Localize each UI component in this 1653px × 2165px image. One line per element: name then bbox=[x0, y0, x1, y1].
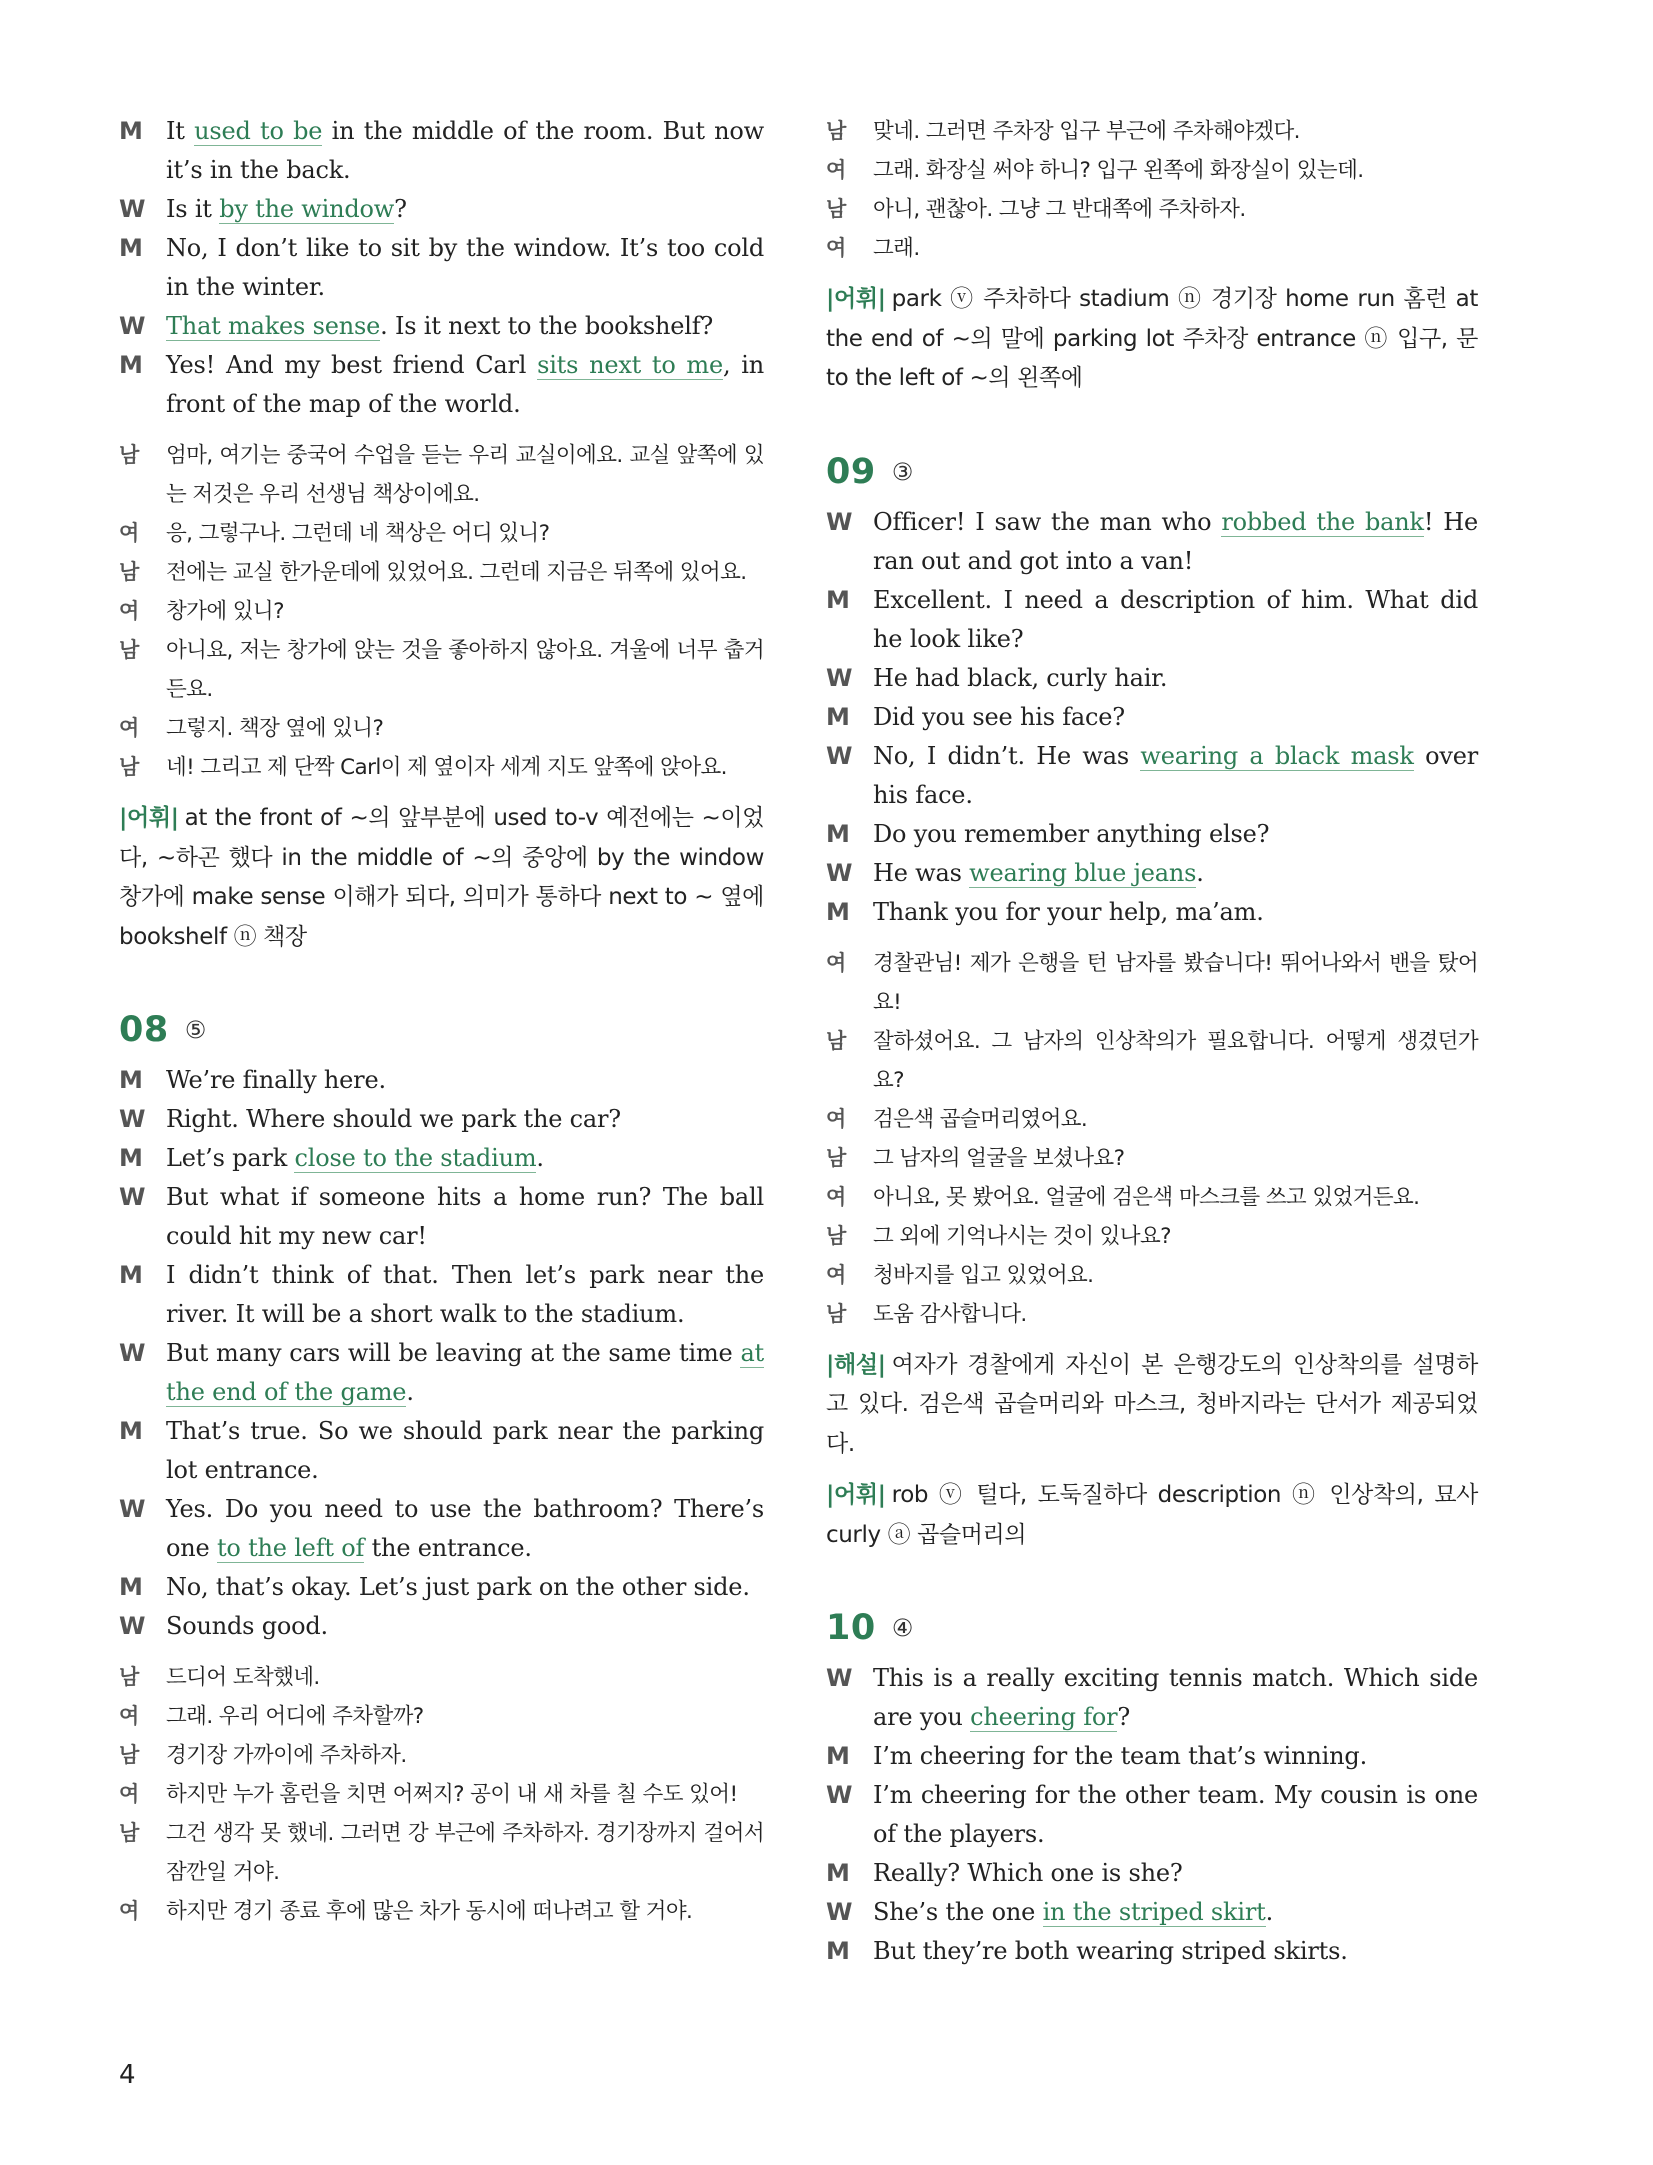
translation-line bbox=[119, 592, 764, 631]
translation-line bbox=[826, 229, 1478, 268]
text-segment: But they’re both wearing striped skirts. bbox=[873, 1937, 1348, 1965]
dialogue-line bbox=[119, 1139, 764, 1178]
vocabulary-text: at the front of ~의 앞부분에 used to-v 예전에는 ~이었다, ~하곤 했다 in the middle of ~의 중앙에 by the window 창가에 make sense 이해가 되다, 의미가 통하다 next to ~ 옆에 bookshelf ⓝ 책장 bbox=[119, 805, 764, 950]
text-segment: the entrance. bbox=[364, 1534, 532, 1562]
text-segment: It bbox=[166, 117, 195, 145]
speaker-label: W bbox=[826, 858, 853, 887]
translation-line bbox=[826, 1178, 1478, 1217]
translation-text: 그건 생각 못 했네. 그러면 강 부근에 주차하자. 경기장까지 걸어서 잠깐일 거야. bbox=[166, 1821, 764, 1885]
dialogue-text bbox=[166, 1412, 764, 1490]
text-segment: in the middle of the room. But now it’s in the back. bbox=[166, 117, 764, 184]
dialogue-text bbox=[166, 1568, 764, 1607]
speaker-label: 남 bbox=[826, 1301, 846, 1326]
text-segment: Yes! And my best friend Carl bbox=[166, 351, 538, 379]
dialogue-line bbox=[826, 503, 1478, 581]
translation-line bbox=[826, 1100, 1478, 1139]
speaker-label: 남 bbox=[826, 1223, 846, 1248]
question-header bbox=[826, 1603, 1478, 1653]
dialogue-line bbox=[119, 1178, 764, 1256]
vocabulary-label: |어휘| bbox=[119, 805, 179, 831]
speaker-label: W bbox=[119, 1612, 146, 1640]
dialogue-text bbox=[166, 1139, 764, 1178]
vocabulary-label: |어휘| bbox=[826, 1482, 886, 1508]
key-expression: robbed the bank bbox=[1221, 507, 1424, 536]
speaker-label: M bbox=[826, 1742, 850, 1770]
speaker-label: 여 bbox=[119, 1899, 139, 1923]
speaker-label: M bbox=[826, 702, 850, 731]
speaker-label: 여 bbox=[119, 599, 139, 623]
translation-line bbox=[119, 514, 764, 553]
key-expression: cheering for bbox=[970, 1703, 1118, 1731]
speaker-label: 여 bbox=[826, 1106, 846, 1131]
translation-text: 도움 감사합니다. bbox=[873, 1301, 1027, 1327]
dialogue-line bbox=[826, 1737, 1478, 1776]
translation-text: 창가에 있니? bbox=[166, 599, 284, 624]
vocabulary-note bbox=[826, 280, 1478, 399]
speaker-label: W bbox=[119, 1495, 146, 1523]
translation-line bbox=[826, 1217, 1478, 1256]
dialogue-text bbox=[166, 229, 764, 307]
speaker-label: 여 bbox=[826, 236, 846, 260]
speaker-label: W bbox=[119, 312, 146, 340]
dialogue-line bbox=[119, 190, 764, 229]
dialogue-text bbox=[873, 1893, 1478, 1932]
dialogue-text bbox=[166, 1334, 764, 1412]
speaker-label: 남 bbox=[119, 1743, 139, 1767]
dialogue-text bbox=[166, 1100, 764, 1139]
speaker-label: 남 bbox=[826, 119, 846, 143]
left-column bbox=[119, 112, 764, 1931]
key-expression: That makes sense bbox=[166, 312, 381, 340]
speaker-label: M bbox=[119, 117, 143, 145]
speaker-label: 남 bbox=[826, 1028, 846, 1053]
text-segment: ? bbox=[1117, 1703, 1131, 1731]
translation-text: 하지만 누가 홈런을 치면 어쩌지? 공이 내 새 차를 칠 수도 있어! bbox=[166, 1782, 738, 1807]
speaker-label: 여 bbox=[119, 1782, 139, 1806]
speaker-label: M bbox=[119, 1417, 143, 1445]
speaker-label: M bbox=[826, 1937, 850, 1965]
speaker-label: W bbox=[119, 1339, 146, 1367]
translation-text: 엄마, 여기는 중국어 수업을 듣는 우리 교실이에요. 교실 앞쪽에 있는 저것은 우리 선생님 책상이에요. bbox=[166, 443, 764, 507]
translation-text: 경찰관님! 제가 은행을 턴 남자를 봤습니다! 뛰어나와서 밴을 탔어요! bbox=[873, 950, 1478, 1015]
translation-text: 잘하셨어요. 그 남자의 인상착의가 필요합니다. 어떻게 생겼던가요? bbox=[873, 1028, 1478, 1093]
translation-line bbox=[826, 1256, 1478, 1295]
speaker-label: W bbox=[119, 1183, 146, 1211]
text-segment: No, I didn’t. He was bbox=[873, 741, 1141, 770]
speaker-label: 여 bbox=[826, 158, 846, 182]
speaker-label: W bbox=[826, 741, 853, 770]
text-segment: . bbox=[406, 1378, 414, 1406]
text-segment: Excellent. I need a description of him. What did he look like? bbox=[873, 585, 1478, 653]
dialogue-line bbox=[119, 1412, 764, 1490]
vocabulary-text: park ⓥ 주차하다 stadium ⓝ 경기장 home run 홈런 at the end of ~의 말에 parking lot 주차장 entrance ⓝ 입구, 문 to the left of ~의 왼쪽에 bbox=[826, 286, 1478, 391]
question-number: 10 bbox=[826, 1608, 876, 1648]
speaker-label: 여 bbox=[119, 716, 139, 740]
speaker-label: M bbox=[119, 1144, 143, 1172]
dialogue-line bbox=[826, 1659, 1478, 1737]
translation-text: 그래. 우리 어디에 주차할까? bbox=[166, 1704, 424, 1729]
translation-line bbox=[119, 1814, 764, 1892]
text-segment: . bbox=[536, 1144, 544, 1172]
translation-text: 맞네. 그러면 주차장 입구 부근에 주차해야겠다. bbox=[873, 119, 1300, 144]
dialogue-text bbox=[873, 1659, 1478, 1737]
key-expression: by the window bbox=[219, 195, 395, 223]
dialogue-text bbox=[166, 1256, 764, 1334]
speaker-label: 여 bbox=[119, 1704, 139, 1728]
text-segment: Let’s park bbox=[166, 1144, 295, 1172]
translation-line bbox=[119, 631, 764, 709]
speaker-label: 남 bbox=[119, 560, 139, 584]
dialogue-line bbox=[119, 346, 764, 424]
dialogue-text bbox=[166, 112, 764, 190]
translation-line bbox=[826, 151, 1478, 190]
text-segment: I’m cheering for the other team. My cousin is one of the players. bbox=[873, 1781, 1478, 1848]
dialogue-line bbox=[119, 1100, 764, 1139]
speaker-label: M bbox=[119, 1066, 143, 1094]
translation-text: 그 남자의 얼굴을 보셨나요? bbox=[873, 1145, 1125, 1171]
dialogue-line bbox=[119, 1256, 764, 1334]
translation-text: 경기장 가까이에 주차하자. bbox=[166, 1743, 407, 1768]
text-segment: . bbox=[1196, 858, 1204, 887]
explanation-label: |해설| bbox=[826, 1351, 886, 1378]
dialogue-text bbox=[166, 346, 764, 424]
text-segment: She’s the one bbox=[873, 1898, 1043, 1926]
text-segment: I didn’t think of that. Then let’s park near the river. It will be a short walk to the stadium. bbox=[166, 1261, 764, 1328]
key-expression: close to the stadium bbox=[294, 1144, 537, 1172]
translation-text: 전에는 교실 한가운데에 있었어요. 그런데 지금은 뒤쪽에 있어요. bbox=[166, 560, 747, 585]
speaker-label: 남 bbox=[119, 1665, 139, 1689]
dialogue-line bbox=[119, 1334, 764, 1412]
text-segment: Thank you for your help, ma’am. bbox=[873, 897, 1264, 926]
translation-line bbox=[826, 1295, 1478, 1334]
text-segment: That’s true. So we should park near the parking lot entrance. bbox=[166, 1417, 764, 1484]
translation-line bbox=[826, 944, 1478, 1022]
text-segment: Right. Where should we park the car? bbox=[166, 1105, 621, 1133]
text-segment: ? bbox=[394, 195, 407, 223]
translation-text: 그래. bbox=[873, 236, 920, 261]
dialogue-text bbox=[873, 1932, 1478, 1971]
dialogue-line bbox=[826, 737, 1478, 815]
speaker-label: M bbox=[119, 234, 143, 262]
translation-text: 아니요, 저는 창가에 앉는 것을 좋아하지 않아요. 겨울에 너무 춥거든요. bbox=[166, 638, 764, 702]
key-expression: used to be bbox=[194, 117, 323, 145]
dialogue-line bbox=[119, 1490, 764, 1568]
speaker-label: 남 bbox=[119, 1821, 139, 1845]
translation-text: 그래. 화장실 써야 하니? 입구 왼쪽에 화장실이 있는데. bbox=[873, 158, 1364, 183]
translation-line bbox=[826, 1022, 1478, 1100]
text-segment: But many cars will be leaving at the same time bbox=[166, 1339, 741, 1367]
translation-text: 그 외에 기억나시는 것이 있나요? bbox=[873, 1223, 1171, 1249]
dialogue-english bbox=[826, 503, 1478, 932]
dialogue-korean bbox=[826, 112, 1478, 268]
text-segment: He was bbox=[873, 858, 970, 887]
dialogue-line bbox=[826, 854, 1478, 893]
dialogue-korean bbox=[119, 436, 764, 787]
question-number: 09 bbox=[826, 451, 876, 492]
vocabulary-note bbox=[826, 1476, 1478, 1555]
dialogue-text bbox=[166, 190, 764, 229]
text-segment: Officer! I saw the man who bbox=[873, 507, 1222, 536]
dialogue-text bbox=[166, 1178, 764, 1256]
dialogue-text bbox=[873, 815, 1478, 854]
dialogue-line bbox=[826, 893, 1478, 932]
text-segment: No, I don’t like to sit by the window. It’s too cold in the winter. bbox=[166, 234, 764, 301]
dialogue-korean bbox=[826, 944, 1478, 1334]
dialogue-line bbox=[826, 659, 1478, 698]
answer-mark: ③ bbox=[891, 457, 914, 486]
dialogue-text bbox=[166, 1490, 764, 1568]
translation-text: 검은색 곱슬머리였어요. bbox=[873, 1106, 1088, 1132]
key-expression: to the left of bbox=[216, 1534, 365, 1562]
dialogue-text bbox=[873, 737, 1478, 815]
dialogue-line bbox=[119, 1607, 764, 1646]
dialogue-text bbox=[873, 893, 1478, 932]
key-expression: in the striped skirt bbox=[1042, 1898, 1266, 1926]
speaker-label: W bbox=[826, 1781, 853, 1809]
translation-text: 청바지를 입고 있었어요. bbox=[873, 1262, 1094, 1288]
speaker-label: 여 bbox=[826, 950, 846, 975]
dialogue-english bbox=[826, 1659, 1478, 1971]
speaker-label: M bbox=[826, 1859, 850, 1887]
translation-text: 드디어 도착했네. bbox=[166, 1665, 320, 1690]
speaker-label: 남 bbox=[119, 443, 139, 467]
text-segment: , in front of the map of the world. bbox=[166, 351, 764, 418]
explanation-text: 여자가 경찰에게 자신이 본 은행강도의 인상착의를 설명하고 있다. 검은색 곱슬머리와 마스크, 청바지라는 단서가 제공되었다. bbox=[826, 1351, 1478, 1457]
dialogue-line bbox=[119, 307, 764, 346]
text-segment: Is it bbox=[166, 195, 220, 223]
dialogue-english bbox=[119, 1061, 764, 1646]
text-segment: I’m cheering for the team that’s winning. bbox=[873, 1742, 1367, 1770]
translation-text: 아니, 괜찮아. 그냥 그 반대쪽에 주차하자. bbox=[873, 197, 1246, 222]
dialogue-line bbox=[119, 1568, 764, 1607]
dialogue-text bbox=[166, 1061, 764, 1100]
dialogue-line bbox=[826, 581, 1478, 659]
speaker-label: W bbox=[826, 1898, 853, 1926]
speaker-label: W bbox=[119, 1105, 146, 1133]
vocabulary-label: |어휘| bbox=[826, 286, 886, 312]
speaker-label: 여 bbox=[119, 521, 139, 545]
question-header bbox=[826, 447, 1478, 497]
speaker-label: W bbox=[826, 1664, 853, 1692]
translation-line bbox=[119, 1892, 764, 1931]
vocabulary-text: rob ⓥ 털다, 도둑질하다 description ⓝ 인상착의, 묘사 curly ⓐ 곱슬머리의 bbox=[826, 1482, 1478, 1548]
answer-mark: ⑤ bbox=[184, 1016, 207, 1044]
translation-line bbox=[119, 1658, 764, 1697]
dialogue-text bbox=[873, 698, 1478, 737]
translation-line bbox=[119, 1697, 764, 1736]
speaker-label: M bbox=[826, 897, 850, 926]
translation-text: 그렇지. 책장 옆에 있니? bbox=[166, 716, 384, 741]
question-header bbox=[119, 1005, 764, 1055]
translation-line bbox=[119, 709, 764, 748]
key-expression: wearing a black mask bbox=[1140, 741, 1414, 770]
speaker-label: M bbox=[826, 819, 850, 848]
text-segment: . bbox=[1265, 1898, 1274, 1926]
text-segment: over his face. bbox=[873, 741, 1478, 809]
text-segment: . Is it next to the bookshelf? bbox=[380, 312, 714, 340]
speaker-label: 남 bbox=[119, 755, 139, 779]
translation-line bbox=[119, 436, 764, 514]
dialogue-text bbox=[873, 1854, 1478, 1893]
speaker-label: M bbox=[119, 1261, 143, 1289]
translation-text: 아니요, 못 봤어요. 얼굴에 검은색 마스크를 쓰고 있었거든요. bbox=[873, 1184, 1420, 1210]
answer-mark: ④ bbox=[891, 1614, 914, 1642]
speaker-label: M bbox=[826, 585, 850, 614]
text-segment: Did you see his face? bbox=[873, 702, 1125, 731]
dialogue-text bbox=[873, 854, 1478, 893]
dialogue-english bbox=[119, 112, 764, 424]
key-expression: sits next to me bbox=[537, 351, 723, 379]
dialogue-line bbox=[119, 229, 764, 307]
text-segment: He had black, curly hair. bbox=[873, 663, 1168, 692]
dialogue-text bbox=[873, 581, 1478, 659]
page-number: 4 bbox=[119, 2060, 136, 2090]
dialogue-line bbox=[826, 1854, 1478, 1893]
dialogue-line bbox=[826, 1932, 1478, 1971]
text-segment: No, that’s okay. Let’s just park on the other side. bbox=[166, 1573, 750, 1601]
translation-text: 네! 그리고 제 단짝 Carl이 제 옆이자 세계 지도 앞쪽에 앉아요. bbox=[166, 755, 727, 780]
text-segment: We’re finally here. bbox=[166, 1066, 386, 1094]
dialogue-line bbox=[826, 1776, 1478, 1854]
speaker-label: W bbox=[119, 195, 146, 223]
translation-line bbox=[119, 1775, 764, 1814]
dialogue-text bbox=[873, 503, 1478, 581]
explanation-note bbox=[826, 1346, 1478, 1465]
speaker-label: 남 bbox=[826, 1145, 846, 1170]
dialogue-text bbox=[166, 1607, 764, 1646]
speaker-label: M bbox=[119, 351, 143, 379]
translation-text: 하지만 경기 종료 후에 많은 차가 동시에 떠나려고 할 거야. bbox=[166, 1899, 693, 1924]
dialogue-line bbox=[119, 112, 764, 190]
dialogue-line bbox=[826, 815, 1478, 854]
dialogue-text bbox=[873, 1737, 1478, 1776]
text-segment: This is a really exciting tennis match. Which side are you bbox=[873, 1664, 1478, 1731]
text-segment: But what if someone hits a home run? The ball could hit my new car! bbox=[166, 1183, 764, 1250]
translation-line bbox=[826, 112, 1478, 151]
speaker-label: 남 bbox=[826, 197, 846, 221]
translation-line bbox=[826, 1139, 1478, 1178]
translation-text: 응, 그렇구나. 그런데 네 책상은 어디 있니? bbox=[166, 521, 550, 546]
right-column bbox=[826, 112, 1478, 1971]
dialogue-text bbox=[166, 307, 764, 346]
text-segment: Do you remember anything else? bbox=[873, 819, 1270, 848]
text-segment: Really? Which one is she? bbox=[873, 1859, 1183, 1887]
dialogue-line bbox=[826, 1893, 1478, 1932]
key-expression: at the end of the game bbox=[166, 1339, 764, 1406]
speaker-label: 여 bbox=[826, 1184, 846, 1209]
dialogue-text bbox=[873, 659, 1478, 698]
speaker-label: W bbox=[826, 507, 853, 536]
speaker-label: 여 bbox=[826, 1262, 846, 1287]
question-number: 08 bbox=[119, 1010, 169, 1050]
text-segment: ! He ran out and got into a van! bbox=[873, 507, 1479, 575]
speaker-label: 남 bbox=[119, 638, 139, 662]
dialogue-korean bbox=[119, 1658, 764, 1931]
translation-line bbox=[119, 748, 764, 787]
speaker-label: M bbox=[119, 1573, 143, 1601]
key-expression: wearing blue jeans bbox=[969, 858, 1197, 887]
dialogue-line bbox=[826, 698, 1478, 737]
translation-line bbox=[119, 1736, 764, 1775]
vocabulary-note bbox=[119, 799, 764, 957]
text-segment: Yes. Do you need to use the bathroom? There’s one bbox=[166, 1495, 764, 1562]
text-segment: Sounds good. bbox=[166, 1612, 328, 1640]
translation-line bbox=[119, 553, 764, 592]
translation-line bbox=[826, 190, 1478, 229]
dialogue-line bbox=[119, 1061, 764, 1100]
speaker-label: W bbox=[826, 663, 853, 692]
dialogue-text bbox=[873, 1776, 1478, 1854]
